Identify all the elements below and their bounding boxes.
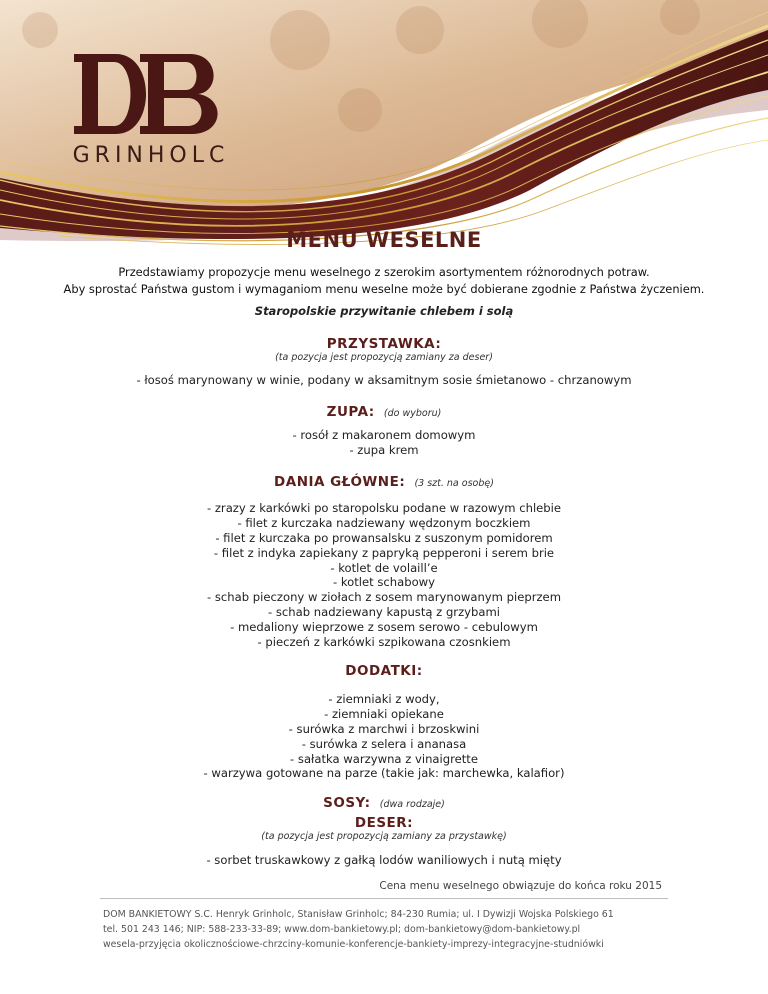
menu-item: - surówka z selera i ananasa (301, 736, 467, 751)
menu-item: - filet z kurczaka po prowansalsku z suszonym pomidorem (215, 530, 553, 545)
section-title: ZUPA: (326, 403, 375, 420)
logo-name: GRINHOLC (72, 143, 230, 168)
intro-line: Przedstawiamy propozycje menu weselnego z szerokim asortymentem różnorodnych potraw. (118, 265, 650, 279)
section-heading-zupa (0, 404, 768, 420)
logo (66, 48, 236, 168)
footer-line: DOM BANKIETOWY S.C. Henryk Grinholc, Stanisław Grinholc; 84-230 Rumia; ul. I Dywizji Wojska Polskiego 61 (103, 909, 614, 920)
menu-item: - kotlet de volaill’e (330, 560, 438, 575)
intro-line: Aby sprostać Państwa gustom i wymaganiom menu weselne może być dobierane zgodnie z Państwa życzeniem. (63, 282, 705, 296)
menu-item: - zrazy z karkówki po staropolsku podane w razowym chlebie (206, 501, 562, 516)
footer-divider (100, 898, 668, 899)
section-title: SOSY: (323, 795, 371, 812)
intro-text (0, 264, 768, 298)
section-note: (3 szt. na osobę) (414, 478, 494, 490)
menu-item: - zupa krem (349, 442, 419, 457)
logo-mark-icon (70, 48, 230, 140)
menu-item: - filet z kurczaka nadziewany wędzonym boczkiem (237, 516, 531, 531)
footer-line: tel. 501 243 146; NIP: 588-233-33-89; www.dom-bankietowy.pl; dom-bankietowy@dom-bankietowy.pl (103, 924, 581, 935)
menu-item: - rosół z makaronem domowym (292, 427, 476, 442)
menu-item: - sorbet truskawkowy z gałką lodów waniliowych i nutą mięty (206, 853, 562, 868)
menu-item: - surówka z marchwi i brzoskwini (288, 721, 480, 736)
footer-line: wesela-przyjęcia okolicznościowe-chrzciny-komunie-konferencje-bankiety-imprezy-integracyjne-studniówki (103, 939, 604, 950)
page-title: MENU WESELNE (286, 228, 482, 252)
section-note: (ta pozycja jest propozycją zamiany za deser) (275, 352, 493, 363)
section-items (0, 428, 768, 458)
section-heading-dania (0, 474, 768, 490)
menu-item: - ziemniaki opiekane (324, 707, 444, 722)
menu-item: - warzywa gotowane na parze (takie jak: marchewka, kalafior) (203, 766, 565, 781)
footer-contact (103, 907, 665, 952)
section-heading-przystawka: PRZYSTAWKA: (326, 336, 442, 352)
menu-item: - kotlet schabowy (332, 575, 436, 590)
section-items (0, 373, 768, 388)
menu-item: - sałatka warzywna z vinaigrette (290, 751, 478, 766)
validity-note: Cena menu weselnego obwiązuje do końca roku 2015 (379, 880, 662, 892)
section-note: (do wyboru) (383, 407, 442, 419)
menu-item: - schab nadziewany kapustą z grzybami (267, 604, 501, 619)
menu-content (0, 228, 768, 868)
menu-item: - schab pieczony w ziołach z sosem marynowanym pieprzem (207, 590, 561, 605)
section-items (0, 501, 768, 649)
menu-item: - medaliony wieprzowe z sosem serowo - cebulowym (230, 619, 538, 634)
menu-item: - łosoś marynowany w winie, podany w aksamitnym sosie śmietanowo - chrzanowym (136, 373, 632, 387)
section-heading-deser: DESER: (354, 815, 414, 832)
section-heading-sosy (0, 795, 768, 811)
menu-item: - filet z indyka zapiekany z papryką pepperoni i serem brie (213, 545, 555, 560)
section-title: DANIA GŁÓWNE: (274, 474, 406, 491)
section-items (0, 853, 768, 868)
section-items (0, 692, 768, 781)
menu-item: - ziemniaki z wody, (328, 692, 440, 707)
menu-item: - pieczeń z karkówki szpikowana czosnkiem (257, 634, 511, 649)
section-note: (ta pozycja jest propozycją zamiany za przystawkę) (261, 831, 507, 843)
greeting: Staropolskie przywitanie chlebem i solą (254, 304, 514, 318)
section-note: (dwa rodzaje) (379, 799, 445, 811)
section-heading-dodatki: DODATKI: (345, 663, 423, 680)
